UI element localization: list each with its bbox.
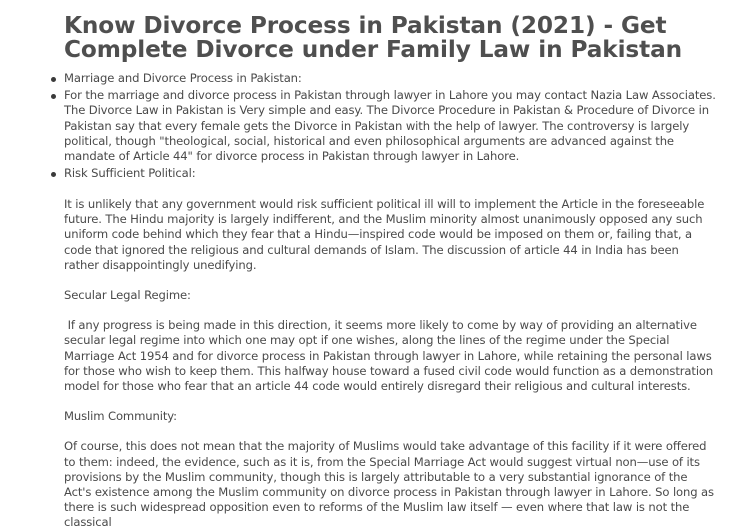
- list-item: [64, 166, 716, 530]
- list-item-text: Risk Sufficient Political:: [64, 166, 196, 181]
- list-item-text: For the marriage and divorce process in Pakistan through lawyer in Lahore you may contact Nazia Law Associates. The Divorce Law in Pakistan is Very simple and easy. The Divorce Procedure in Pakistan & Procedure of Divorce in Pakistan say that every female gets the Divorce in Pakistan with the help of lawyer. The controversy is largely political, though "theological, social, historical and even philosophical arguments are advanced against the mandate of Article 44" for divorce process in Pakistan through lawyer in Lahore.: [64, 88, 716, 164]
- paragraph: It is unlikely that any government would risk sufficient political ill will to implement the Article in the foreseeable future. The Hindu majority is largely indifferent, and the Muslim minority almost unanimously opposed any such uniform code behind which they fear that a Hindu—inspired code would be imposed on them or, failing that, a code that ignored the religious and cultural demands of Islam. The discussion of article 44 in India has been rather disappointingly unedifying.: [64, 196, 705, 272]
- list-item-text: Marriage and Divorce Process in Pakistan:: [64, 71, 302, 85]
- list-item: [64, 71, 716, 86]
- bullet-icon: [51, 77, 56, 82]
- page-title: Know Divorce Process in Pakistan (2021) - Get Complete Divorce under Family Law in Pakistan: [64, 12, 683, 63]
- section-heading: Muslim Community:: [64, 409, 177, 424]
- list-item: [64, 88, 716, 164]
- article: [64, 14, 716, 531]
- bullet-icon: [51, 172, 56, 177]
- section-heading: Secular Legal Regime:: [64, 287, 191, 302]
- paragraph: Of course, this does not mean that the majority of Muslims would take advantage of this facility if it were offered to them: indeed, the evidence, such as it is, from the Special Marriage Act would suggest virtual non—use of its provisions by the Muslim community, though this is largely attributable to a very substantial ignorance of the Act's existence among the Muslim community on divorce process in Pakistan through lawyer in Lahore. So long as there is such widespread opposition even to reforms of the Muslim law itself — even where that law is not the classical: [64, 439, 714, 530]
- paragraph: If any progress is being made in this direction, it seems more likely to come by way of providing an alternative secular legal regime into which one may opt if one wishes, along the lines of the regime under the Special Marriage Act 1954 and for divorce process in Pakistan through lawyer in Lahore, while retaining the personal laws for those who wish to keep them. This halfway house toward a fused civil code would function as a demonstration model for those who fear that an article 44 code would entirely disregard their religious and cultural interests.: [64, 318, 717, 393]
- bullet-icon: [51, 94, 56, 99]
- article-list: [64, 71, 716, 531]
